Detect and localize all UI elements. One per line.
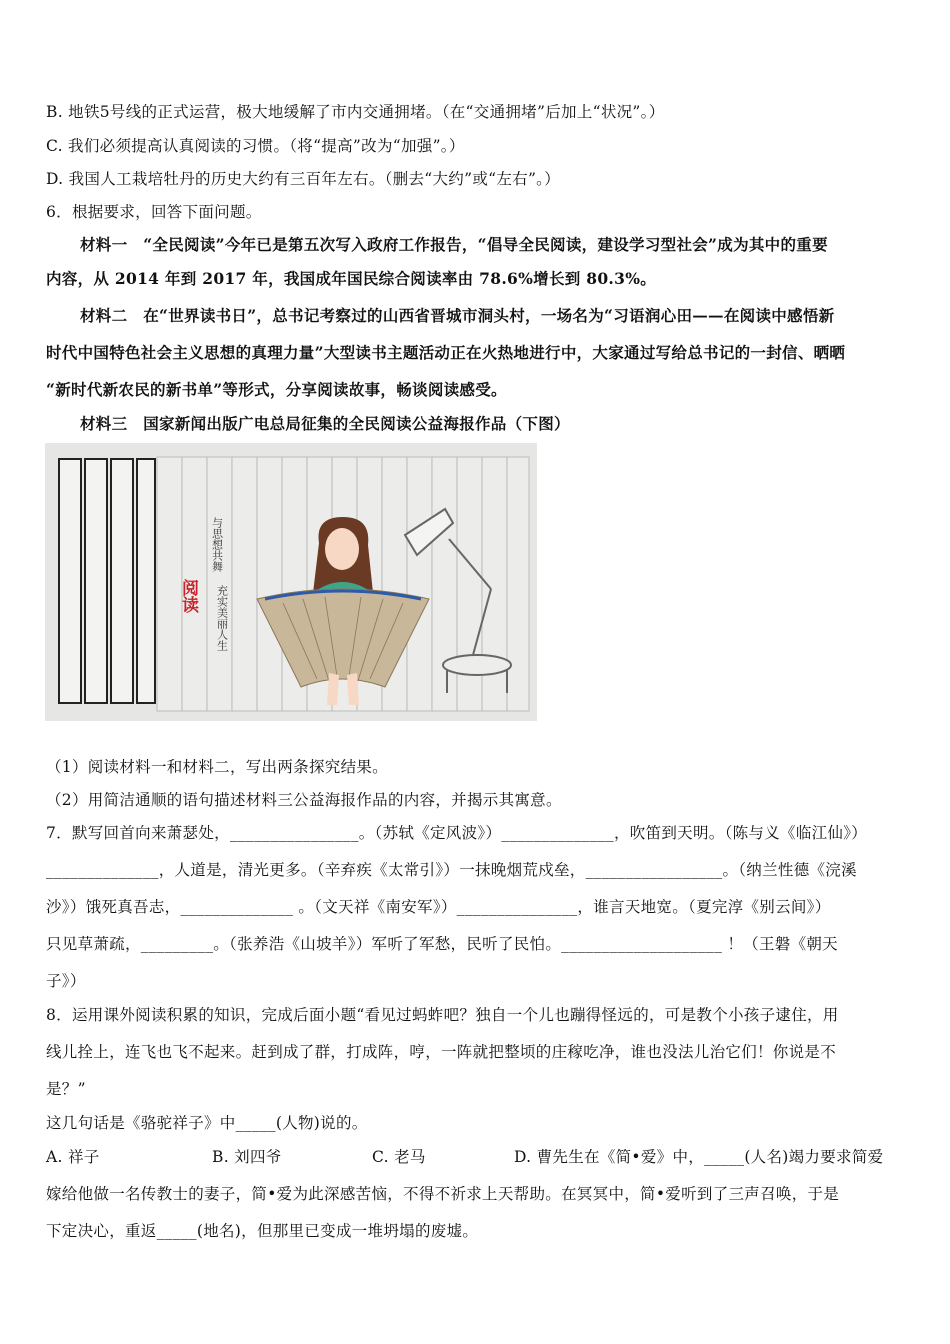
poster-title	[178, 578, 199, 614]
material-3-caption: 材料三 国家新闻出版广电总局征集的全民阅读公益海报作品（下图）	[80, 414, 570, 433]
poster-slogan-a: 与思想共舞	[210, 517, 224, 572]
q5-option-d: D. 我国人工栽培牡丹的历史大约有三百年左右。（删去“大约”或“左右”。）	[46, 170, 561, 188]
q8-line-6: 嫁给他做一名传教士的妻子，简•爱为此深感苦恼，不得不祈求上天帮助。在冥冥中，简•爱听到了三声召唤，于是	[46, 1185, 840, 1203]
material-1-line-2: 内容，从 2014 年到 2017 年，我国成年国民综合阅读率由 78.6%增长到 80.3%。	[46, 269, 657, 288]
q8-option-a: A. 祥子	[46, 1148, 100, 1166]
q7-line-3: 沙》）饿死真吾志，______________ 。（文天祥《南安军》）_______________，谁言天地宽。（夏完淳《别云间》）	[46, 898, 831, 916]
q7-line-4: 只见草萧疏，_________。（张养浩《山坡羊》）军听了军愁，民听了民怕。____________________ ！（王磐《朝天	[46, 935, 838, 953]
q8-line-3: 是？”	[46, 1080, 86, 1098]
material-2-line-3: “新时代新农民的新书单”等形式，分享阅读故事，畅谈阅读感受。	[46, 380, 507, 399]
q8-line-1: 8．运用课外阅读积累的知识，完成后面小题“看见过蚂蚱吧？独自一个儿也蹦得怪远的，可是教个小孩子逮住，用	[46, 1006, 839, 1024]
material-2-line-1: 材料二 在“世界读书日”，总书记考察过的山西省晋城市洞头村，一场名为“习语润心田——在阅读中感悟新	[80, 306, 835, 325]
q6-sub-question-2: （2）用简洁通顺的语句描述材料三公益海报作品的内容，并揭示其寓意。	[46, 791, 562, 809]
q6-sub-question-1: （1）阅读材料一和材料二，写出两条探究结果。	[46, 758, 388, 776]
q7-line-1: 7．默写回首向来萧瑟处，________________。（苏轼《定风波》）______________，吹笛到天明。（陈与义《临江仙》）	[46, 824, 868, 842]
q5-option-b: B. 地铁5号线的正式运营，极大地缓解了市内交通拥堵。（在“交通拥堵”后加上“状况”。）	[46, 103, 665, 121]
material-1-line-1: 材料一 “全民阅读”今年已是第五次写入政府工作报告，“倡导全民阅读，建设学习型社会”成为其中的重要	[80, 235, 828, 254]
q8-option-c: C. 老马	[372, 1148, 426, 1166]
q8-option-d: D. 曹先生在《简•爱》中，_____(人名)竭力要求简爱	[514, 1148, 884, 1166]
poster-title-text: 阅读	[178, 579, 198, 613]
q7-line-5: 子》）	[46, 972, 86, 990]
reading-poster-image	[45, 443, 537, 721]
q6-stem: 6．根据要求，回答下面问题。	[46, 203, 262, 221]
q7-line-2: ______________，人道是，清光更多。（辛弃疾《太常引》）一抹晚烟荒戍垒，_________________。（纳兰性德《浣溪	[46, 861, 857, 879]
q8-option-b: B. 刘四爷	[212, 1148, 282, 1166]
dark-books	[59, 459, 155, 703]
q8-line-7: 下定决心，重返_____(地名)，但那里已变成一堆坍塌的废墟。	[46, 1222, 479, 1240]
q8-line-2: 线儿拴上，连飞也飞不起来。赶到成了群，打成阵，哼，一阵就把整顷的庄稼吃净，谁也没法儿治它们！你说是不	[46, 1043, 837, 1061]
poster-slogan-b: 充实美丽人生	[215, 585, 229, 651]
q5-option-c: C. 我们必须提高认真阅读的习惯。（将“提高”改为“加强”。）	[46, 137, 465, 155]
material-2-line-2: 时代中国特色社会主义思想的真理力量”大型读书主题活动正在火热地进行中，大家通过写给总书记的一封信、晒晒	[46, 343, 846, 362]
q8-line-4: 这几句话是《骆驼祥子》中_____(人物)说的。	[46, 1114, 368, 1132]
